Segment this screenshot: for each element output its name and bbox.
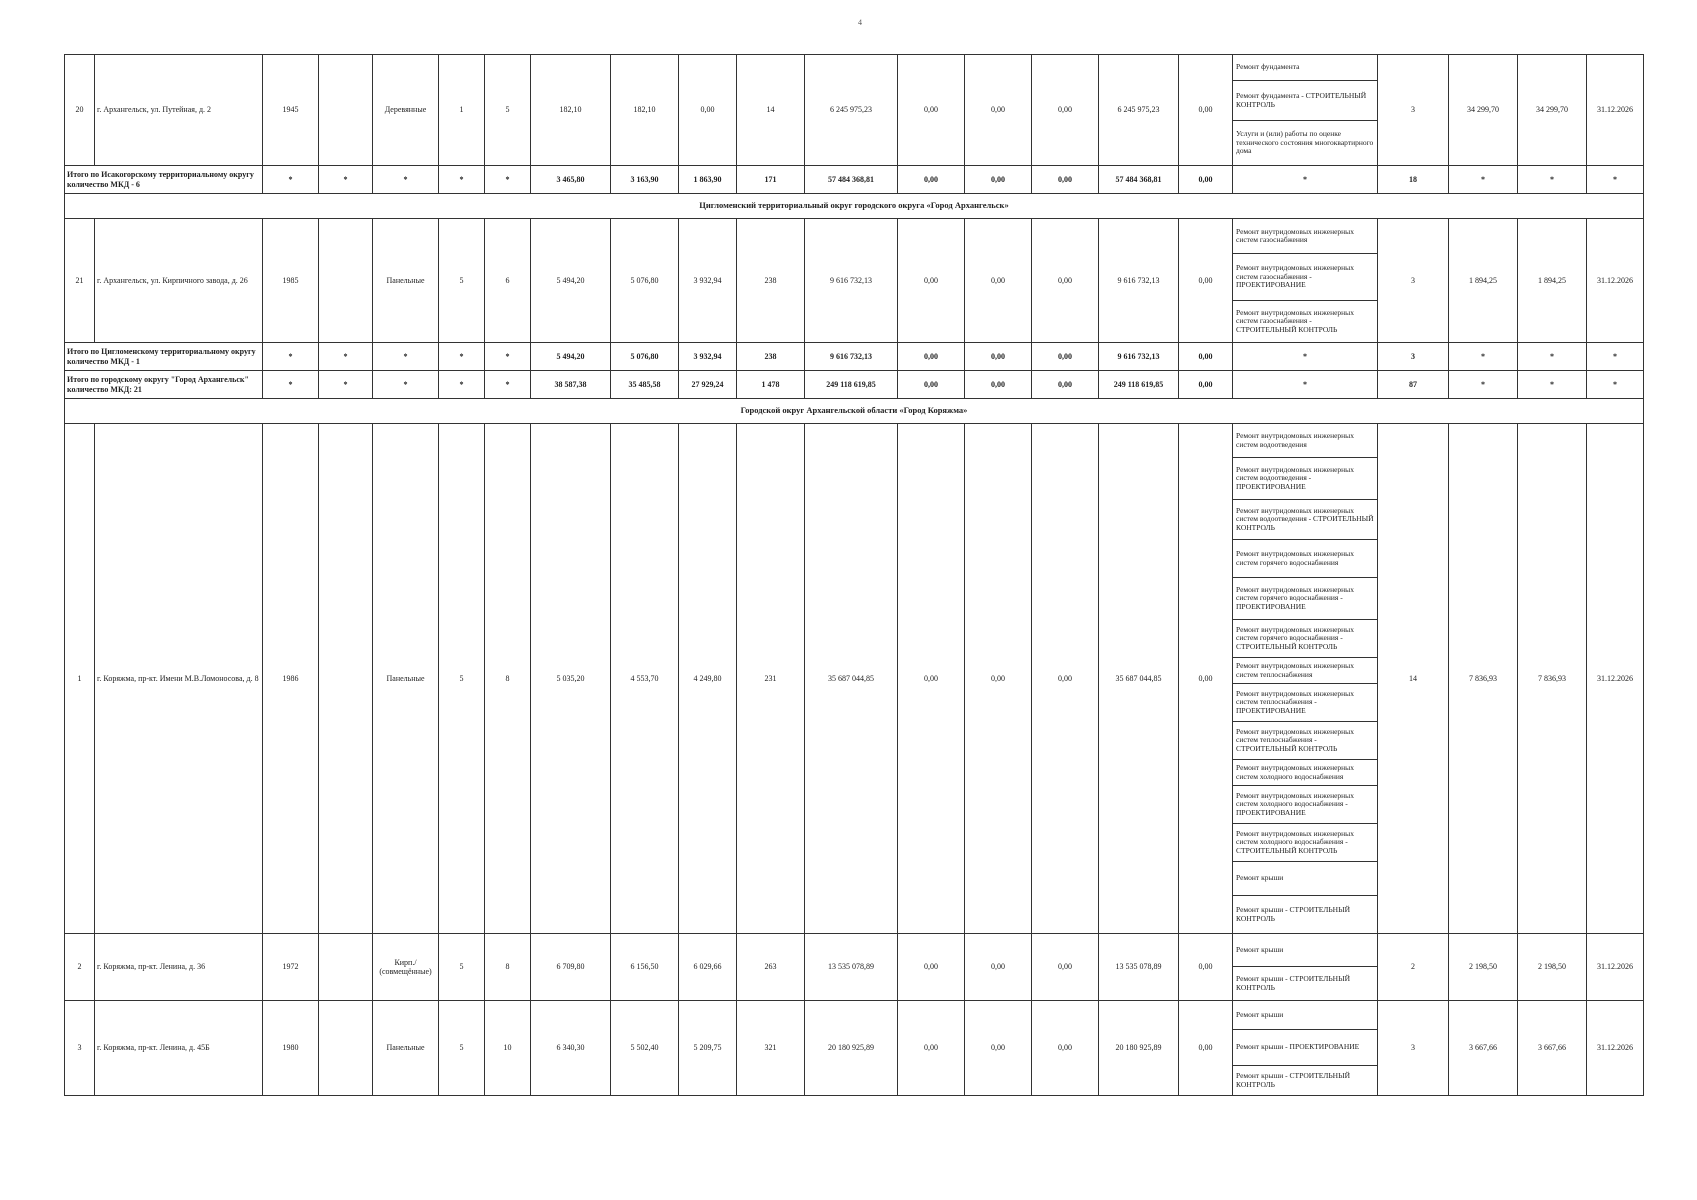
cell-floors: 5 xyxy=(439,424,485,934)
cell-area-living: 4 553,70 xyxy=(611,424,679,934)
cell-cost-region: 0,00 xyxy=(965,934,1032,1001)
total-c1: * xyxy=(263,166,319,194)
cell-cost-other: 0,00 xyxy=(1179,219,1233,343)
cell-deadline: 31.12.2026 xyxy=(1587,424,1644,934)
cell-address: г. Архангельск, ул. Кирпичного завода, д. 26 xyxy=(95,219,263,343)
cell-floors: 5 xyxy=(439,1001,485,1096)
cell-year: 1980 xyxy=(263,1001,319,1096)
cell-cost-fund: 0,00 xyxy=(898,55,965,166)
total-c5: * xyxy=(485,343,531,371)
total-area-total: 5 494,20 xyxy=(531,343,611,371)
cell-area-total: 6 709,80 xyxy=(531,934,611,1001)
total-area-living-owned: 1 863,90 xyxy=(679,166,737,194)
cell-max-cost: 1 894,25 xyxy=(1518,219,1587,343)
cell-max-cost: 3 667,66 xyxy=(1518,1001,1587,1096)
work-item: Ремонт крыши xyxy=(1233,1001,1377,1030)
works-list xyxy=(1233,934,1378,1001)
cell-cost-other: 0,00 xyxy=(1179,934,1233,1001)
cell-area-living-owned: 5 209,75 xyxy=(679,1001,737,1096)
work-item: Ремонт внутридомовых инженерных систем холодного водоснабжения - ПРОЕКТИРОВАНИЕ xyxy=(1233,786,1377,824)
cell-cost-region: 0,00 xyxy=(965,1001,1032,1096)
cell-cost-owners: 20 180 925,89 xyxy=(1099,1001,1179,1096)
total-residents: 171 xyxy=(737,166,805,194)
total-row xyxy=(65,343,1644,371)
cell-residents: 263 xyxy=(737,934,805,1001)
work-item: Ремонт крыши xyxy=(1233,934,1377,967)
cell-max-cost: 7 836,93 xyxy=(1518,424,1587,934)
cell-cost-local: 0,00 xyxy=(1032,55,1099,166)
table-row xyxy=(65,219,1644,343)
cell-area-total: 182,10 xyxy=(531,55,611,166)
cell-deadline: 31.12.2026 xyxy=(1587,1001,1644,1096)
cell-floors: 5 xyxy=(439,934,485,1001)
work-item: Ремонт внутридомовых инженерных систем газоснабжения - СТРОИТЕЛЬНЫЙ КОНТРОЛЬ xyxy=(1236,307,1354,334)
cell-material: Панельные xyxy=(373,1001,439,1096)
total-unit-cost: * xyxy=(1449,371,1518,399)
cell-area-living-owned: 3 932,94 xyxy=(679,219,737,343)
total-works: * xyxy=(1233,343,1378,371)
cell-commission xyxy=(319,424,373,934)
cell-area-living-owned: 0,00 xyxy=(679,55,737,166)
cell-cost-total: 13 535 078,89 xyxy=(805,934,898,1001)
cell-residents: 14 xyxy=(737,55,805,166)
cell-address: г. Коряжма, пр-кт. Ленина, д. 45Б xyxy=(95,1001,263,1096)
cell-cost-fund: 0,00 xyxy=(898,424,965,934)
cell-cost-total: 35 687 044,85 xyxy=(805,424,898,934)
total-cost-fund: 0,00 xyxy=(898,343,965,371)
work-item: Ремонт внутридомовых инженерных систем горячего водоснабжения xyxy=(1233,540,1377,578)
total-cost-total: 57 484 368,81 xyxy=(805,166,898,194)
total-c3: * xyxy=(373,371,439,399)
total-c1: * xyxy=(263,343,319,371)
table-row xyxy=(65,1001,1644,1096)
cell-max-cost: 34 299,70 xyxy=(1518,55,1587,166)
cell-unit-cost: 3 667,66 xyxy=(1449,1001,1518,1096)
cell-year: 1986 xyxy=(263,424,319,934)
section-header-tsiglomen-title: Цигломенский территориальный округ городского округа «Город Архангельск» xyxy=(65,194,1644,219)
total-residents: 238 xyxy=(737,343,805,371)
work-item: Ремонт крыши - СТРОИТЕЛЬНЫЙ КОНТРОЛЬ xyxy=(1236,974,1351,992)
cell-year: 1945 xyxy=(263,55,319,166)
capital-repair-table xyxy=(64,54,1644,1096)
cell-area-total: 6 340,30 xyxy=(531,1001,611,1096)
cell-address: г. Коряжма, пр-кт. Имени М.В.Ломоносова, д. 8 xyxy=(95,424,263,934)
total-c4: * xyxy=(439,371,485,399)
total-deadline: * xyxy=(1587,166,1644,194)
cell-cost-other: 0,00 xyxy=(1179,55,1233,166)
cell-area-living-owned: 4 249,80 xyxy=(679,424,737,934)
cell-works-count: 3 xyxy=(1378,55,1449,166)
total-area-living-owned: 27 929,24 xyxy=(679,371,737,399)
cell-residents: 231 xyxy=(737,424,805,934)
total-label: Итого по Исакогорскому территориальному округу количество МКД - 6 xyxy=(65,166,263,194)
total-label: Итого по Цигломенскому территориальному округу количество МКД - 1 xyxy=(65,343,263,371)
total-cost-total: 9 616 732,13 xyxy=(805,343,898,371)
total-c2: * xyxy=(319,371,373,399)
work-item: Ремонт внутридомовых инженерных систем горячего водоснабжения - ПРОЕКТИРОВАНИЕ xyxy=(1233,578,1377,620)
cell-unit-cost: 7 836,93 xyxy=(1449,424,1518,934)
total-cost-region: 0,00 xyxy=(965,166,1032,194)
cell-cost-local: 0,00 xyxy=(1032,934,1099,1001)
total-area-living: 5 076,80 xyxy=(611,343,679,371)
table-row xyxy=(65,55,1644,166)
cell-cost-other: 0,00 xyxy=(1179,424,1233,934)
total-cost-fund: 0,00 xyxy=(898,166,965,194)
total-residents: 1 478 xyxy=(737,371,805,399)
cell-material: Панельные xyxy=(373,424,439,934)
cell-area-total: 5 035,20 xyxy=(531,424,611,934)
total-deadline: * xyxy=(1587,371,1644,399)
cell-cost-fund: 0,00 xyxy=(898,934,965,1001)
table-row xyxy=(65,424,1644,934)
total-c4: * xyxy=(439,166,485,194)
total-area-living: 35 485,58 xyxy=(611,371,679,399)
total-c1: * xyxy=(263,371,319,399)
cell-deadline: 31.12.2026 xyxy=(1587,219,1644,343)
cell-area-living: 6 156,50 xyxy=(611,934,679,1001)
section-header-tsiglomen xyxy=(65,194,1644,219)
cell-floors: 1 xyxy=(439,55,485,166)
total-c5: * xyxy=(485,166,531,194)
page-number: 4 xyxy=(858,18,862,27)
total-c2: * xyxy=(319,343,373,371)
cell-cost-local: 0,00 xyxy=(1032,424,1099,934)
work-item: Ремонт внутридомовых инженерных систем газоснабжения xyxy=(1233,219,1377,254)
work-item: Ремонт внутридомовых инженерных систем газоснабжения - ПРОЕКТИРОВАНИЕ xyxy=(1233,254,1377,301)
work-item: Ремонт внутридомовых инженерных систем теплоснабжения xyxy=(1233,658,1377,684)
work-item: Ремонт внутридомовых инженерных систем теплоснабжения - СТРОИТЕЛЬНЫЙ КОНТРОЛЬ xyxy=(1233,722,1377,760)
cell-cost-region: 0,00 xyxy=(965,424,1032,934)
table-row xyxy=(65,934,1644,1001)
cell-entrances: 8 xyxy=(485,424,531,934)
cell-material: Деревянные xyxy=(373,55,439,166)
total-max-cost: * xyxy=(1518,343,1587,371)
cell-material: Кирп./ (совмещённые) xyxy=(373,934,439,1001)
works-list xyxy=(1233,55,1378,166)
total-works: * xyxy=(1233,166,1378,194)
cell-entrances: 8 xyxy=(485,934,531,1001)
total-label: Итого по городскому округу "Город Архангельск" количество МКД: 21 xyxy=(65,371,263,399)
cell-residents: 238 xyxy=(737,219,805,343)
cell-cost-owners: 35 687 044,85 xyxy=(1099,424,1179,934)
total-c4: * xyxy=(439,343,485,371)
total-row xyxy=(65,371,1644,399)
cell-num: 21 xyxy=(65,219,95,343)
cell-area-living: 5 502,40 xyxy=(611,1001,679,1096)
cell-works-count: 2 xyxy=(1378,934,1449,1001)
total-cost-owners: 249 118 619,85 xyxy=(1099,371,1179,399)
total-unit-cost: * xyxy=(1449,166,1518,194)
works-list xyxy=(1233,219,1378,343)
work-item: Ремонт внутридомовых инженерных систем водоотведения - СТРОИТЕЛЬНЫЙ КОНТРОЛЬ xyxy=(1233,500,1377,540)
total-area-total: 38 587,38 xyxy=(531,371,611,399)
total-cost-other: 0,00 xyxy=(1179,371,1233,399)
cell-cost-owners: 6 245 975,23 xyxy=(1099,55,1179,166)
work-item: Ремонт фундамента xyxy=(1233,55,1377,81)
total-works-count: 3 xyxy=(1378,343,1449,371)
total-cost-other: 0,00 xyxy=(1179,166,1233,194)
cell-works-count: 14 xyxy=(1378,424,1449,934)
work-item: Ремонт внутридомовых инженерных систем горячего водоснабжения - СТРОИТЕЛЬНЫЙ КОНТРОЛЬ xyxy=(1233,620,1377,658)
cell-area-total: 5 494,20 xyxy=(531,219,611,343)
cell-cost-total: 9 616 732,13 xyxy=(805,219,898,343)
work-item: Ремонт крыши xyxy=(1233,862,1377,896)
work-item: Ремонт внутридомовых инженерных систем водоотведения xyxy=(1233,424,1377,458)
total-area-living-owned: 3 932,94 xyxy=(679,343,737,371)
cell-commission xyxy=(319,219,373,343)
cell-num: 3 xyxy=(65,1001,95,1096)
cell-area-living: 5 076,80 xyxy=(611,219,679,343)
cell-area-living: 182,10 xyxy=(611,55,679,166)
cell-cost-owners: 13 535 078,89 xyxy=(1099,934,1179,1001)
cell-entrances: 5 xyxy=(485,55,531,166)
work-item: Ремонт внутридомовых инженерных систем теплоснабжения - ПРОЕКТИРОВАНИЕ xyxy=(1233,684,1377,722)
total-c3: * xyxy=(373,343,439,371)
cell-residents: 321 xyxy=(737,1001,805,1096)
work-item: Ремонт крыши - СТРОИТЕЛЬНЫЙ КОНТРОЛЬ xyxy=(1236,905,1351,923)
total-cost-local: 0,00 xyxy=(1032,371,1099,399)
work-item: Ремонт внутридомовых инженерных систем холодного водоснабжения - СТРОИТЕЛЬНЫЙ КОНТРОЛЬ xyxy=(1233,824,1377,862)
total-cost-region: 0,00 xyxy=(965,371,1032,399)
total-works-count: 18 xyxy=(1378,166,1449,194)
cell-cost-owners: 9 616 732,13 xyxy=(1099,219,1179,343)
cell-max-cost: 2 198,50 xyxy=(1518,934,1587,1001)
cell-num: 1 xyxy=(65,424,95,934)
cell-deadline: 31.12.2026 xyxy=(1587,934,1644,1001)
cell-address: г. Архангельск, ул. Путейная, д. 2 xyxy=(95,55,263,166)
cell-floors: 5 xyxy=(439,219,485,343)
cell-cost-local: 0,00 xyxy=(1032,219,1099,343)
total-cost-owners: 57 484 368,81 xyxy=(1099,166,1179,194)
cell-cost-total: 20 180 925,89 xyxy=(805,1001,898,1096)
work-item: Ремонт внутридомовых инженерных систем водоотведения - ПРОЕКТИРОВАНИЕ xyxy=(1233,458,1377,500)
work-item: Услуги и (или) работы по оценке технического состояния многоквартирного дома xyxy=(1236,129,1374,156)
cell-cost-total: 6 245 975,23 xyxy=(805,55,898,166)
total-c2: * xyxy=(319,166,373,194)
total-deadline: * xyxy=(1587,343,1644,371)
cell-cost-local: 0,00 xyxy=(1032,1001,1099,1096)
total-cost-other: 0,00 xyxy=(1179,343,1233,371)
total-works-count: 87 xyxy=(1378,371,1449,399)
total-works: * xyxy=(1233,371,1378,399)
cell-commission xyxy=(319,1001,373,1096)
cell-year: 1985 xyxy=(263,219,319,343)
total-unit-cost: * xyxy=(1449,343,1518,371)
cell-address: г. Коряжма, пр-кт. Ленина, д. 36 xyxy=(95,934,263,1001)
total-area-living: 3 163,90 xyxy=(611,166,679,194)
cell-unit-cost: 1 894,25 xyxy=(1449,219,1518,343)
total-row xyxy=(65,166,1644,194)
cell-cost-fund: 0,00 xyxy=(898,1001,965,1096)
cell-num: 20 xyxy=(65,55,95,166)
total-cost-local: 0,00 xyxy=(1032,166,1099,194)
cell-entrances: 6 xyxy=(485,219,531,343)
total-area-total: 3 465,80 xyxy=(531,166,611,194)
cell-num: 2 xyxy=(65,934,95,1001)
cell-commission xyxy=(319,934,373,1001)
work-item: Ремонт крыши - СТРОИТЕЛЬНЫЙ КОНТРОЛЬ xyxy=(1236,1071,1351,1089)
total-cost-fund: 0,00 xyxy=(898,371,965,399)
cell-cost-fund: 0,00 xyxy=(898,219,965,343)
total-c5: * xyxy=(485,371,531,399)
cell-year: 1972 xyxy=(263,934,319,1001)
cell-deadline: 31.12.2026 xyxy=(1587,55,1644,166)
total-max-cost: * xyxy=(1518,371,1587,399)
total-cost-region: 0,00 xyxy=(965,343,1032,371)
total-cost-total: 249 118 619,85 xyxy=(805,371,898,399)
cell-area-living-owned: 6 029,66 xyxy=(679,934,737,1001)
section-header-koryazhma-title: Городской округ Архангельской области «Город Коряжма» xyxy=(65,399,1644,424)
cell-unit-cost: 2 198,50 xyxy=(1449,934,1518,1001)
cell-cost-other: 0,00 xyxy=(1179,1001,1233,1096)
works-list xyxy=(1233,424,1378,934)
work-item: Ремонт фундамента - СТРОИТЕЛЬНЫЙ КОНТРОЛЬ xyxy=(1233,81,1377,121)
work-item: Ремонт крыши - ПРОЕКТИРОВАНИЕ xyxy=(1233,1030,1377,1066)
cell-cost-region: 0,00 xyxy=(965,55,1032,166)
total-cost-owners: 9 616 732,13 xyxy=(1099,343,1179,371)
works-list xyxy=(1233,1001,1378,1096)
section-header-koryazhma xyxy=(65,399,1644,424)
total-c3: * xyxy=(373,166,439,194)
cell-material: Панельные xyxy=(373,219,439,343)
work-item: Ремонт внутридомовых инженерных систем холодного водоснабжения xyxy=(1233,760,1377,786)
cell-unit-cost: 34 299,70 xyxy=(1449,55,1518,166)
total-cost-local: 0,00 xyxy=(1032,343,1099,371)
cell-cost-region: 0,00 xyxy=(965,219,1032,343)
cell-works-count: 3 xyxy=(1378,1001,1449,1096)
cell-commission xyxy=(319,55,373,166)
cell-works-count: 3 xyxy=(1378,219,1449,343)
cell-entrances: 10 xyxy=(485,1001,531,1096)
total-max-cost: * xyxy=(1518,166,1587,194)
